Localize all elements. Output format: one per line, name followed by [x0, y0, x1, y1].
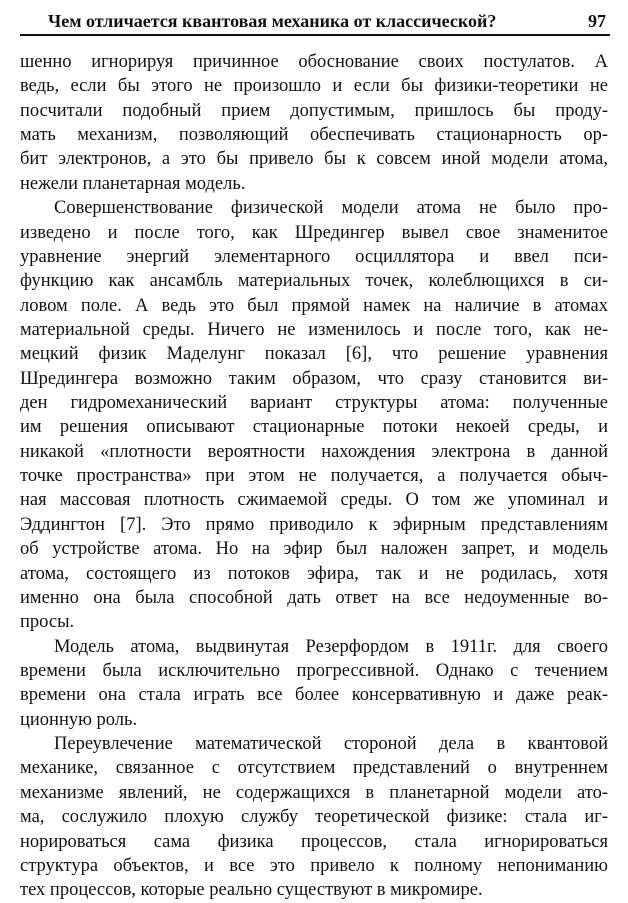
- text-line: ловом поле. А ведь это был прямой намек на наличие в атомах: [20, 295, 608, 316]
- paragraph: [20, 196, 608, 634]
- paragraph: [20, 732, 608, 903]
- text-line: ма, сослужило плохую службу теоретической физике: стала иг-: [20, 807, 608, 828]
- text-line: механизме явлений, не содержащихся в планетарной модели ато-: [20, 782, 608, 803]
- text-line: изведено и после того, как Шредингер вывел свое знаменитое: [20, 222, 608, 243]
- text-line: шенно игнорируя причинное обоснование своих постулатов. А: [20, 52, 608, 72]
- text-line: Переувлечение математической стороной дела в квантовой: [54, 734, 608, 755]
- text-line: точке пространства» при этом не получается, а получается обыч-: [20, 466, 608, 487]
- text-line: материальной среды. Ничего не изменилось и после того, как не-: [20, 319, 608, 340]
- text-line: именно она была способной дать ответ на все недоуменные во-: [20, 587, 608, 608]
- text-line: уравнение энергий элементарного осциллятора и ввел пси-: [20, 246, 608, 267]
- text-line: ная массовая плотность сжимаемой среды. О том же упоминал и: [20, 490, 608, 511]
- running-title: Чем отличается квантовая механика от классической?: [48, 11, 497, 31]
- text-line: ционную роль.: [20, 709, 138, 730]
- text-line: ведь, если бы этого не произошло и если бы физики-теоретики не: [20, 76, 608, 97]
- page-number: 97: [588, 11, 606, 31]
- text-line: времени она стала играть все более консервативную и даже реак-: [20, 685, 608, 706]
- text-line: тех процессов, которые реально существуют в микромире.: [20, 880, 483, 901]
- text-line: норироваться сама физика процессов, стала игнорироваться: [20, 831, 608, 852]
- text-line: нежели планетарная модель.: [20, 173, 246, 194]
- page-body: [20, 50, 608, 903]
- running-header: [20, 8, 610, 36]
- text-line: об устройстве атома. Но на эфир был наложен запрет, и модель: [20, 539, 608, 560]
- paragraph: [20, 50, 608, 196]
- text-line: никакой «плотности вероятности нахождения электрона в данной: [20, 441, 608, 462]
- paragraph: [20, 635, 608, 732]
- text-line: функцию как ансамбль материальных точек, колеблющихся в си-: [20, 271, 608, 292]
- text-line: посчитали подобный прием допустимым, пришлось бы проду-: [20, 100, 608, 121]
- text-line: структура объектов, и все это привело к полному непониманию: [20, 855, 608, 876]
- text-line: ден гидромеханический вариант структуры атома: полученные: [20, 393, 608, 414]
- text-line: механике, связанное с отсутствием представлений о внутреннем: [20, 758, 608, 779]
- text-line: атома, состоящего из потоков эфира, так и не родилась, хотя: [20, 563, 608, 584]
- text-line: Шредингера возможно таким образом, что сразу становится ви-: [20, 368, 608, 389]
- text-line: Совершенствование физической модели атома не было про-: [54, 198, 608, 219]
- text-line: мать механизм, позволяющий обеспечивать стационарность ор-: [20, 125, 608, 146]
- text-line: Модель атома, выдвинутая Резерфордом в 1911г. для своего: [54, 636, 608, 657]
- text-line: времени была исключительно прогрессивной. Однако с течением: [20, 660, 608, 681]
- text-line: бит электронов, а это бы привело бы к совсем иной модели атома,: [20, 149, 608, 170]
- text-line: им решения описывают стационарные потоки некоей среды, и: [20, 417, 608, 438]
- text-line: мецкий физик Маделунг показал [6], что решение уравнения: [20, 344, 608, 365]
- text-line: просы.: [20, 612, 75, 633]
- text-line: Эддингтон [7]. Это прямо приводило к эфирным представлениям: [20, 514, 608, 535]
